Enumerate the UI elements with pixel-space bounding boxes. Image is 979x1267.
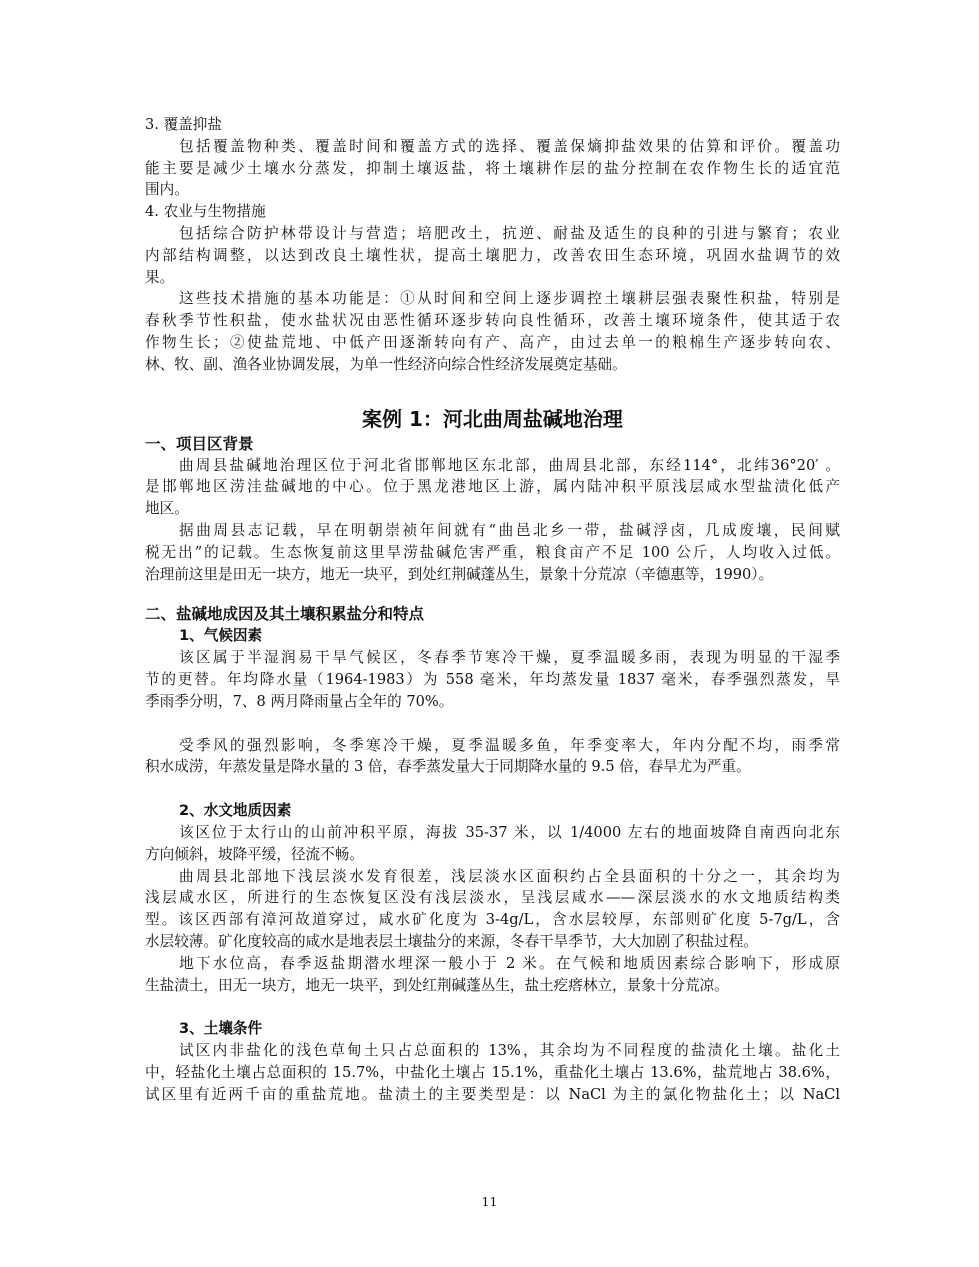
page-number: 11 — [481, 1194, 498, 1209]
paragraph-line: 春秋季节性积盐，使水盐状况由恶性循环逐步转向良性循环，改善土壤环境条件，使其适于农 — [145, 312, 840, 330]
paragraph-line: 中，轻盐化土壤占总面积的 15.7%，中盐化土壤占 15.1%，重盐化土壤占 13.6%，盐荒地占 38.6%， — [145, 1063, 840, 1081]
paragraph-line: 内部结构调整，以达到改良土壤性状，提高土壤肥力，改善农田生态环境，巩固水盐调节的效 — [145, 246, 840, 264]
paragraph-line: 作物生长；②使盐荒地、中低产田逐渐转向有产、高产，由过去单一的粮棉生产逐步转向农、 — [145, 333, 840, 351]
paragraph-line: 曲周县盐碱地治理区位于河北省邯郸地区东北部，曲周县北部，东经114°，北纬36°20′ 。 — [179, 456, 840, 474]
paragraph-line: 该区属于半湿润易干旱气候区，冬春季节寒冷干燥，夏季温暖多雨，表现为明显的干湿季 — [179, 649, 840, 667]
paragraph-line: 积水成涝，年蒸发量是降水量的 3 倍，春季蒸发量大于同期降水量的 9.5 倍，春旱尤为严重。 — [145, 758, 751, 776]
paragraph-line: 果。 — [145, 268, 175, 286]
paragraph-line: 生盐渍土，田无一块方，地无一块平，到处红荆碱蓬丛生，盐土疙瘩林立，景象十分荒凉。 — [145, 976, 729, 994]
paragraph-line: 节的更替。年均降水量（1964-1983）为 558 毫米，年均蒸发量 1837 毫米，春季强烈蒸发，旱 — [145, 670, 840, 688]
part-heading: 二、盐碱地成因及其土壤积累盐分和特点 — [145, 605, 425, 624]
paragraph-line: 地下水位高，春季返盐期潜水埋深一般小于 2 米。在气候和地质因素综合影响下，形成原 — [179, 954, 840, 972]
paragraph-line: 据曲周县志记载，早在明朝崇祯年间就有“曲邑北乡一带，盐碱浮卤，几成废壤，民间赋 — [179, 521, 840, 539]
section-heading: 3. 覆盖抑盐 — [145, 116, 222, 133]
paragraph-line: 这些技术措施的基本功能是：①从时间和空间上逐步调控土壤耕层强表聚性积盐，特别是 — [179, 290, 840, 308]
paragraph-line: 能主要是减少土壤水分蒸发，抑制土壤返盐，将土壤耕作层的盐分控制在农作物生长的适宜范 — [145, 159, 840, 177]
paragraph-line: 浅层咸水区，所进行的生态恢复区没有浅层淡水，呈浅层咸水——深层淡水的水文地质结构类 — [145, 889, 840, 907]
paragraph-line: 该区位于太行山的山前冲积平原，海拔 35-37 米，以 1/4000 左右的地面坡降自南西向北东 — [179, 823, 840, 841]
paragraph-line: 林、牧、副、渔各业协调发展，为单一性经济向综合性经济发展奠定基础。 — [145, 355, 627, 373]
document-page — [145, 114, 840, 1105]
subsection-heading: 3、土壤条件 — [179, 1020, 263, 1038]
paragraph-line: 地区。 — [145, 500, 189, 518]
subsection-heading: 2、水文地质因素 — [179, 802, 292, 820]
subsection-heading: 1、气候因素 — [179, 627, 263, 645]
part-heading: 一、项目区背景 — [145, 434, 254, 453]
paragraph-line: 围内。 — [145, 181, 189, 199]
paragraph-line: 方向倾斜，坡降平缓，径流不畅。 — [145, 845, 364, 863]
paragraph-line: 治理前这里是田无一块方，地无一块平，到处红荆碱蓬丛生，景象十分荒凉（辛德惠等，1990）。 — [145, 565, 774, 583]
paragraph-line: 季雨季分明，7、8 两月降雨量占全年的 70%。 — [145, 692, 454, 710]
paragraph-line: 包括综合防护林带设计与营造；培肥改土，抗逆、耐盐及适生的良种的引进与繁育；农业 — [179, 224, 840, 242]
paragraph-line: 受季风的强烈影响，冬季寒冷干燥，夏季温暖多鱼，年季变率大，年内分配不均，雨季常 — [179, 736, 840, 754]
paragraph-line: 税无出”的记载。生态恢复前这里旱涝盐碱危害严重，粮食亩产不足 100 公斤，人均收入过低。 — [145, 543, 840, 561]
paragraph-line: 水层较薄。矿化度较高的咸水是地表层土壤盐分的来源，冬春干旱季节，大大加剧了积盐过程。 — [145, 932, 758, 950]
section-heading: 4. 农业与生物措施 — [145, 203, 266, 221]
paragraph-line: 型。该区西部有漳河故道穿过，咸水矿化度为 3-4g/L，含水层较厚，东部则矿化度 5-7g/L，含 — [145, 911, 840, 929]
paragraph-line: 试区里有近两千亩的重盐荒地。盐渍土的主要类型是：以 NaCl 为主的氯化物盐化土；以 NaCl — [145, 1085, 840, 1103]
paragraph-line: 曲周县北部地下浅层淡水发育很差，浅层淡水区面积约占全县面积的十分之一，其余均为 — [179, 867, 840, 885]
paragraph-line: 试区内非盐化的浅色草甸土只占总面积的 13%，其余均为不同程度的盐渍化土壤。盐化土 — [179, 1042, 840, 1060]
paragraph-line: 包括覆盖物种类、覆盖时间和覆盖方式的选择、覆盖保熵抑盐效果的估算和评价。覆盖功 — [179, 137, 840, 155]
case-title: 案例 1：河北曲周盐碱地治理 — [362, 406, 623, 431]
paragraph-line: 是邯郸地区涝洼盐碱地的中心。位于黑龙港地区上游，属内陆冲积平原浅层咸水型盐渍化低产 — [145, 478, 840, 496]
